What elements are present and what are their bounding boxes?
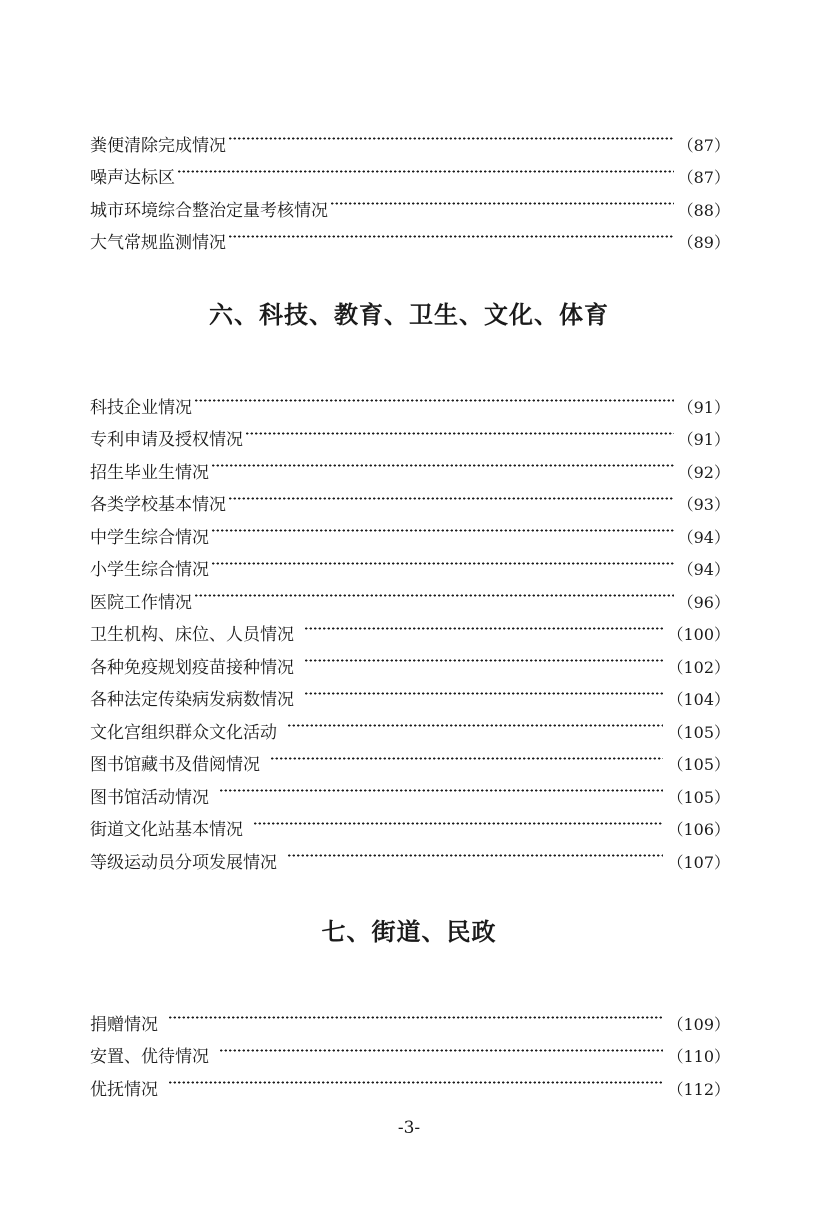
toc-entry-title: 文化宫组织群众文化活动 xyxy=(90,722,277,743)
toc-entry[interactable] xyxy=(90,997,730,1035)
toc-entry-page: （109） xyxy=(667,1014,730,1034)
toc-entry-title: 捐赠情况 xyxy=(90,1014,158,1035)
toc-entry-page: （88） xyxy=(677,200,730,220)
toc-entry-title: 图书馆活动情况 xyxy=(90,787,209,808)
toc-entry[interactable] xyxy=(90,1030,730,1067)
dot-leader xyxy=(168,997,663,1030)
dot-leader xyxy=(194,575,674,608)
dot-leader xyxy=(270,738,663,771)
dot-leader xyxy=(253,803,663,836)
toc-entry-page: （102） xyxy=(667,657,730,677)
toc-entry-page: （91） xyxy=(677,430,730,449)
toc-entry-title: 小学生综合情况 xyxy=(90,560,209,580)
toc-entry[interactable] xyxy=(90,183,730,221)
toc-entry-page: （106） xyxy=(667,820,730,839)
page-number: -3- xyxy=(397,1118,421,1138)
dot-leader xyxy=(177,151,674,184)
toc-entry-title: 中学生综合情况 xyxy=(90,527,209,548)
dot-leader xyxy=(330,183,674,216)
dot-leader xyxy=(211,543,674,576)
toc-entry-page: （105） xyxy=(667,722,730,742)
toc-entry-title: 各类学校基本情况 xyxy=(90,495,226,515)
toc-entry-page: （93） xyxy=(677,495,730,514)
dot-leader xyxy=(304,608,663,641)
toc-entry-page: （100） xyxy=(667,625,730,644)
toc-entry-page: （96） xyxy=(677,592,730,612)
toc-group-science-education xyxy=(90,380,730,873)
toc-entry-page: （94） xyxy=(677,527,730,547)
toc-entry-title: 等级运动员分项发展情况 xyxy=(90,852,277,873)
toc-entry[interactable] xyxy=(90,1062,730,1100)
dot-leader xyxy=(287,705,663,738)
toc-entry-page: （104） xyxy=(667,690,730,709)
toc-entry-title: 各种免疫规划疫苗接种情况 xyxy=(90,657,294,678)
toc-entry-title: 招生毕业生情况 xyxy=(90,462,209,483)
toc-entry-page: （110） xyxy=(667,1047,730,1066)
toc-entry-title: 各种法定传染病发病数情况 xyxy=(90,690,294,710)
toc-entry-page: （105） xyxy=(667,755,730,774)
dot-leader xyxy=(287,835,663,868)
toc-group-environment xyxy=(90,118,730,253)
toc-entry-page: （91） xyxy=(677,397,730,417)
toc-entry-title: 医院工作情况 xyxy=(90,592,192,613)
toc-entry-page: （107） xyxy=(667,852,730,872)
toc-entry-title: 科技企业情况 xyxy=(90,397,192,418)
dot-leader xyxy=(211,445,674,478)
toc-entry-title: 噪声达标区 xyxy=(90,168,175,188)
toc-entry-title: 大气常规监测情况 xyxy=(90,233,226,253)
toc-entry-title: 优抚情况 xyxy=(90,1079,158,1100)
toc-entry-page: （87） xyxy=(677,135,730,155)
dot-leader xyxy=(245,413,674,446)
dot-leader xyxy=(228,216,674,249)
toc-entry-page: （92） xyxy=(677,462,730,482)
toc-entry-page: （105） xyxy=(667,787,730,807)
toc-entry-title: 街道文化站基本情况 xyxy=(90,820,243,840)
dot-leader xyxy=(228,478,674,511)
toc-entry-page: （112） xyxy=(667,1079,730,1099)
dot-leader xyxy=(228,118,674,151)
dot-leader xyxy=(304,673,663,706)
dot-leader xyxy=(219,770,663,803)
toc-entry-title: 粪便清除完成情况 xyxy=(90,135,226,156)
toc-entry-title: 图书馆藏书及借阅情况 xyxy=(90,755,260,775)
dot-leader xyxy=(168,1062,663,1095)
toc-entry-title: 安置、优待情况 xyxy=(90,1047,209,1067)
toc-entry[interactable] xyxy=(90,380,730,418)
section-heading-seven: 七、街道、民政 xyxy=(321,918,497,946)
toc-group-civil-affairs xyxy=(90,997,730,1100)
dot-leader xyxy=(194,380,674,413)
toc-entry-page: （89） xyxy=(677,233,730,252)
toc-entry[interactable] xyxy=(90,151,730,188)
section-heading-six: 六、科技、教育、卫生、文化、体育 xyxy=(209,301,609,329)
dot-leader xyxy=(304,640,663,673)
dot-leader xyxy=(211,510,674,543)
toc-entry-title: 卫生机构、床位、人员情况 xyxy=(90,625,294,645)
toc-entry-page: （94） xyxy=(677,560,730,579)
dot-leader xyxy=(219,1030,663,1063)
toc-entry-title: 城市环境综合整治定量考核情况 xyxy=(90,200,328,221)
toc-entry-title: 专利申请及授权情况 xyxy=(90,430,243,450)
toc-entry-page: （87） xyxy=(677,168,730,187)
toc-entry[interactable] xyxy=(90,118,730,156)
